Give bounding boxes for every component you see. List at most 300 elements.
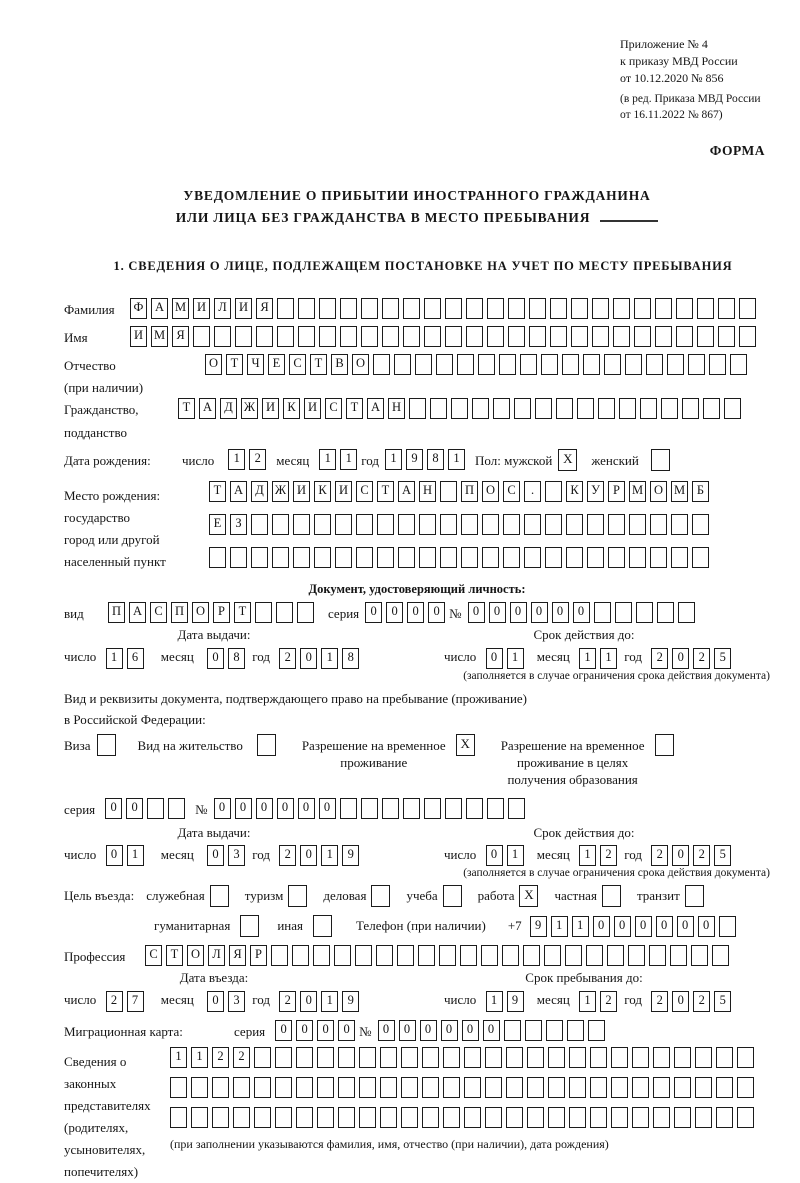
form-cell[interactable] <box>608 547 625 568</box>
form-cell[interactable] <box>649 945 666 966</box>
form-cell[interactable]: 5 <box>714 648 731 669</box>
form-cell[interactable]: 0 <box>214 798 231 819</box>
form-cell[interactable]: 0 <box>365 602 382 623</box>
form-cell[interactable]: 0 <box>207 845 224 866</box>
temp-permit-edu-checkbox[interactable] <box>655 734 674 756</box>
form-cell[interactable] <box>650 514 667 535</box>
form-cell[interactable] <box>464 1077 481 1098</box>
form-cell[interactable] <box>569 1047 586 1068</box>
form-cell[interactable]: 6 <box>127 648 144 669</box>
form-cell[interactable] <box>583 354 600 375</box>
form-cell[interactable]: Т <box>377 481 394 502</box>
form-cell[interactable] <box>466 326 483 347</box>
form-cell[interactable]: 0 <box>552 602 569 623</box>
form-cell[interactable]: 1 <box>385 449 402 470</box>
purpose-official-checkbox[interactable] <box>210 885 229 907</box>
form-cell[interactable] <box>422 1107 439 1128</box>
form-cell[interactable] <box>376 945 393 966</box>
form-cell[interactable] <box>422 1077 439 1098</box>
form-cell[interactable] <box>653 1047 670 1068</box>
form-cell[interactable] <box>548 1077 565 1098</box>
form-cell[interactable] <box>256 326 273 347</box>
form-cell[interactable] <box>440 481 457 502</box>
form-cell[interactable] <box>319 326 336 347</box>
form-cell[interactable] <box>739 298 756 319</box>
form-cell[interactable]: В <box>331 354 348 375</box>
form-cell[interactable]: 2 <box>279 991 296 1012</box>
form-cell[interactable] <box>556 398 573 419</box>
form-cell[interactable]: 0 <box>378 1020 395 1041</box>
form-cell[interactable] <box>529 298 546 319</box>
form-cell[interactable]: 0 <box>300 991 317 1012</box>
purpose-humanitarian-checkbox[interactable] <box>240 915 259 937</box>
form-cell[interactable] <box>676 298 693 319</box>
form-cell[interactable] <box>487 298 504 319</box>
form-cell[interactable]: 2 <box>693 991 710 1012</box>
form-cell[interactable] <box>571 326 588 347</box>
form-cell[interactable] <box>359 1047 376 1068</box>
form-cell[interactable] <box>613 298 630 319</box>
form-cell[interactable] <box>359 1077 376 1098</box>
form-cell[interactable]: 1 <box>321 845 338 866</box>
form-cell[interactable]: О <box>192 602 209 623</box>
form-cell[interactable] <box>737 1047 754 1068</box>
form-cell[interactable] <box>439 945 456 966</box>
form-cell[interactable] <box>487 326 504 347</box>
form-cell[interactable] <box>314 514 331 535</box>
form-cell[interactable] <box>380 1107 397 1128</box>
form-cell[interactable] <box>527 1077 544 1098</box>
form-cell[interactable]: К <box>566 481 583 502</box>
form-cell[interactable]: 1 <box>170 1047 187 1068</box>
form-cell[interactable] <box>440 514 457 535</box>
form-cell[interactable]: 7 <box>127 991 144 1012</box>
form-cell[interactable]: 1 <box>572 916 589 937</box>
form-cell[interactable] <box>233 1107 250 1128</box>
form-cell[interactable] <box>695 1107 712 1128</box>
form-cell[interactable]: Т <box>166 945 183 966</box>
form-cell[interactable]: О <box>352 354 369 375</box>
form-cell[interactable] <box>634 298 651 319</box>
form-cell[interactable]: 2 <box>693 845 710 866</box>
form-cell[interactable]: 0 <box>672 991 689 1012</box>
form-cell[interactable]: М <box>151 326 168 347</box>
form-cell[interactable] <box>535 398 552 419</box>
form-cell[interactable] <box>340 326 357 347</box>
form-cell[interactable] <box>293 547 310 568</box>
form-cell[interactable] <box>632 1047 649 1068</box>
form-cell[interactable]: Ж <box>272 481 289 502</box>
form-cell[interactable]: 3 <box>228 991 245 1012</box>
form-cell[interactable] <box>508 298 525 319</box>
form-cell[interactable] <box>424 298 441 319</box>
form-cell[interactable] <box>415 354 432 375</box>
form-cell[interactable]: 8 <box>342 648 359 669</box>
form-cell[interactable] <box>661 398 678 419</box>
form-cell[interactable] <box>319 298 336 319</box>
form-cell[interactable] <box>548 1047 565 1068</box>
form-cell[interactable] <box>634 326 651 347</box>
purpose-transit-checkbox[interactable] <box>685 885 704 907</box>
form-cell[interactable]: Л <box>214 298 231 319</box>
form-cell[interactable] <box>508 798 525 819</box>
form-cell[interactable] <box>275 1047 292 1068</box>
form-cell[interactable] <box>697 326 714 347</box>
form-cell[interactable] <box>550 326 567 347</box>
sex-male-checkbox[interactable]: X <box>558 449 577 471</box>
form-cell[interactable]: Я <box>172 326 189 347</box>
form-cell[interactable] <box>657 602 674 623</box>
form-cell[interactable] <box>251 514 268 535</box>
form-cell[interactable]: 1 <box>191 1047 208 1068</box>
form-cell[interactable]: Ч <box>247 354 264 375</box>
form-cell[interactable] <box>676 326 693 347</box>
form-cell[interactable] <box>460 945 477 966</box>
form-cell[interactable] <box>443 1077 460 1098</box>
form-cell[interactable] <box>403 798 420 819</box>
form-cell[interactable]: 2 <box>106 991 123 1012</box>
form-cell[interactable] <box>667 354 684 375</box>
form-cell[interactable] <box>297 602 314 623</box>
form-cell[interactable] <box>739 326 756 347</box>
form-cell[interactable] <box>461 547 478 568</box>
form-cell[interactable] <box>338 1077 355 1098</box>
form-cell[interactable] <box>296 1047 313 1068</box>
form-cell[interactable]: Р <box>213 602 230 623</box>
form-cell[interactable] <box>636 602 653 623</box>
form-cell[interactable]: 2 <box>233 1047 250 1068</box>
form-cell[interactable] <box>482 547 499 568</box>
form-cell[interactable] <box>485 1107 502 1128</box>
form-cell[interactable] <box>653 1077 670 1098</box>
form-cell[interactable] <box>296 1107 313 1128</box>
form-cell[interactable]: 0 <box>489 602 506 623</box>
form-cell[interactable]: Д <box>220 398 237 419</box>
form-cell[interactable] <box>170 1107 187 1128</box>
form-cell[interactable] <box>445 298 462 319</box>
form-cell[interactable] <box>619 398 636 419</box>
form-cell[interactable] <box>335 514 352 535</box>
form-cell[interactable] <box>254 1107 271 1128</box>
form-cell[interactable] <box>419 547 436 568</box>
form-cell[interactable]: 0 <box>277 798 294 819</box>
form-cell[interactable] <box>503 547 520 568</box>
form-cell[interactable]: 0 <box>614 916 631 937</box>
form-cell[interactable] <box>398 547 415 568</box>
form-cell[interactable]: 0 <box>317 1020 334 1041</box>
form-cell[interactable] <box>445 326 462 347</box>
form-cell[interactable] <box>565 945 582 966</box>
purpose-work-checkbox[interactable]: X <box>519 885 538 907</box>
form-cell[interactable] <box>653 1107 670 1128</box>
form-cell[interactable]: 1 <box>507 648 524 669</box>
form-cell[interactable] <box>541 354 558 375</box>
form-cell[interactable] <box>632 1107 649 1128</box>
form-cell[interactable]: 1 <box>579 845 596 866</box>
form-cell[interactable] <box>592 326 609 347</box>
form-cell[interactable] <box>478 354 495 375</box>
form-cell[interactable] <box>712 945 729 966</box>
form-cell[interactable] <box>275 1107 292 1128</box>
form-cell[interactable] <box>611 1107 628 1128</box>
form-cell[interactable] <box>670 945 687 966</box>
form-cell[interactable]: С <box>150 602 167 623</box>
form-cell[interactable]: 0 <box>510 602 527 623</box>
form-cell[interactable] <box>688 354 705 375</box>
form-cell[interactable] <box>397 945 414 966</box>
form-cell[interactable] <box>193 326 210 347</box>
form-cell[interactable] <box>493 398 510 419</box>
form-cell[interactable]: 0 <box>462 1020 479 1041</box>
form-cell[interactable]: 1 <box>600 648 617 669</box>
form-cell[interactable] <box>338 1107 355 1128</box>
form-cell[interactable] <box>671 514 688 535</box>
form-cell[interactable] <box>613 326 630 347</box>
form-cell[interactable]: 5 <box>714 845 731 866</box>
form-cell[interactable] <box>590 1077 607 1098</box>
form-cell[interactable]: 5 <box>714 991 731 1012</box>
form-cell[interactable] <box>514 398 531 419</box>
form-cell[interactable]: 0 <box>672 845 689 866</box>
form-cell[interactable] <box>503 514 520 535</box>
form-cell[interactable] <box>655 298 672 319</box>
form-cell[interactable] <box>562 354 579 375</box>
form-cell[interactable] <box>317 1047 334 1068</box>
form-cell[interactable]: 1 <box>448 449 465 470</box>
form-cell[interactable] <box>692 514 709 535</box>
form-cell[interactable] <box>674 1107 691 1128</box>
form-cell[interactable] <box>398 514 415 535</box>
form-cell[interactable]: Н <box>388 398 405 419</box>
form-cell[interactable] <box>674 1047 691 1068</box>
form-cell[interactable]: 0 <box>300 648 317 669</box>
form-cell[interactable]: 2 <box>600 991 617 1012</box>
form-cell[interactable] <box>361 298 378 319</box>
purpose-tourism-checkbox[interactable] <box>288 885 307 907</box>
form-cell[interactable]: 1 <box>579 648 596 669</box>
form-cell[interactable] <box>594 602 611 623</box>
form-cell[interactable] <box>472 398 489 419</box>
form-cell[interactable] <box>485 1047 502 1068</box>
form-cell[interactable] <box>632 1077 649 1098</box>
form-cell[interactable] <box>443 1107 460 1128</box>
form-cell[interactable] <box>695 1077 712 1098</box>
form-cell[interactable] <box>692 547 709 568</box>
form-cell[interactable] <box>403 298 420 319</box>
form-cell[interactable] <box>487 798 504 819</box>
form-cell[interactable] <box>569 1107 586 1128</box>
form-cell[interactable] <box>191 1077 208 1098</box>
form-cell[interactable] <box>655 326 672 347</box>
form-cell[interactable]: 0 <box>441 1020 458 1041</box>
form-cell[interactable]: 0 <box>531 602 548 623</box>
form-cell[interactable]: 2 <box>651 991 668 1012</box>
form-cell[interactable]: 0 <box>407 602 424 623</box>
form-cell[interactable] <box>403 326 420 347</box>
form-cell[interactable] <box>292 945 309 966</box>
form-cell[interactable]: 0 <box>672 648 689 669</box>
form-cell[interactable]: С <box>356 481 373 502</box>
form-cell[interactable]: 0 <box>677 916 694 937</box>
purpose-private-checkbox[interactable] <box>602 885 621 907</box>
form-cell[interactable]: О <box>482 481 499 502</box>
form-cell[interactable]: Т <box>209 481 226 502</box>
form-cell[interactable]: 1 <box>319 449 336 470</box>
form-cell[interactable] <box>356 547 373 568</box>
purpose-business-checkbox[interactable] <box>371 885 390 907</box>
form-cell[interactable] <box>296 1077 313 1098</box>
form-cell[interactable] <box>212 1107 229 1128</box>
form-cell[interactable] <box>168 798 185 819</box>
form-cell[interactable] <box>277 326 294 347</box>
form-cell[interactable] <box>418 945 435 966</box>
form-cell[interactable]: 9 <box>406 449 423 470</box>
form-cell[interactable] <box>577 398 594 419</box>
form-cell[interactable] <box>546 1020 563 1041</box>
sex-female-checkbox[interactable] <box>651 449 670 471</box>
form-cell[interactable] <box>590 1047 607 1068</box>
form-cell[interactable] <box>401 1047 418 1068</box>
form-cell[interactable] <box>293 514 310 535</box>
form-cell[interactable] <box>317 1107 334 1128</box>
form-cell[interactable] <box>377 547 394 568</box>
form-cell[interactable]: П <box>108 602 125 623</box>
form-cell[interactable]: А <box>199 398 216 419</box>
form-cell[interactable] <box>719 916 736 937</box>
form-cell[interactable] <box>382 326 399 347</box>
form-cell[interactable] <box>359 1107 376 1128</box>
form-cell[interactable]: 0 <box>275 1020 292 1041</box>
form-cell[interactable]: 1 <box>579 991 596 1012</box>
form-cell[interactable] <box>682 398 699 419</box>
form-cell[interactable]: 0 <box>256 798 273 819</box>
form-cell[interactable] <box>586 945 603 966</box>
form-cell[interactable] <box>545 547 562 568</box>
form-cell[interactable] <box>499 354 516 375</box>
form-cell[interactable]: А <box>151 298 168 319</box>
form-cell[interactable]: 0 <box>106 845 123 866</box>
form-cell[interactable] <box>214 326 231 347</box>
visa-checkbox[interactable] <box>97 734 116 756</box>
form-cell[interactable] <box>548 1107 565 1128</box>
form-cell[interactable] <box>628 945 645 966</box>
form-cell[interactable] <box>545 514 562 535</box>
form-cell[interactable]: 0 <box>486 845 503 866</box>
form-cell[interactable]: С <box>289 354 306 375</box>
form-cell[interactable]: 1 <box>127 845 144 866</box>
form-cell[interactable] <box>646 354 663 375</box>
form-cell[interactable] <box>440 547 457 568</box>
form-cell[interactable] <box>382 798 399 819</box>
form-cell[interactable] <box>314 547 331 568</box>
form-cell[interactable]: 2 <box>212 1047 229 1068</box>
form-cell[interactable] <box>650 547 667 568</box>
form-cell[interactable] <box>598 398 615 419</box>
form-cell[interactable] <box>212 1077 229 1098</box>
form-cell[interactable]: О <box>205 354 222 375</box>
form-cell[interactable]: 0 <box>207 991 224 1012</box>
form-cell[interactable] <box>443 1047 460 1068</box>
form-cell[interactable] <box>629 547 646 568</box>
form-cell[interactable] <box>361 326 378 347</box>
form-cell[interactable] <box>520 354 537 375</box>
form-cell[interactable] <box>611 1077 628 1098</box>
form-cell[interactable] <box>191 1107 208 1128</box>
form-cell[interactable] <box>508 326 525 347</box>
form-cell[interactable]: 0 <box>698 916 715 937</box>
form-cell[interactable] <box>608 514 625 535</box>
form-cell[interactable] <box>481 945 498 966</box>
form-cell[interactable]: 1 <box>340 449 357 470</box>
form-cell[interactable] <box>566 514 583 535</box>
form-cell[interactable] <box>485 1077 502 1098</box>
form-cell[interactable]: . <box>524 481 541 502</box>
form-cell[interactable]: 1 <box>228 449 245 470</box>
form-cell[interactable] <box>718 298 735 319</box>
form-cell[interactable]: С <box>325 398 342 419</box>
purpose-other-checkbox[interactable] <box>313 915 332 937</box>
form-cell[interactable] <box>235 326 252 347</box>
form-cell[interactable]: 1 <box>321 648 338 669</box>
form-cell[interactable]: Ж <box>241 398 258 419</box>
form-cell[interactable] <box>709 354 726 375</box>
form-cell[interactable]: 8 <box>427 449 444 470</box>
form-cell[interactable] <box>272 514 289 535</box>
form-cell[interactable]: 9 <box>342 991 359 1012</box>
form-cell[interactable]: 0 <box>468 602 485 623</box>
form-cell[interactable]: 0 <box>126 798 143 819</box>
form-cell[interactable]: 0 <box>573 602 590 623</box>
form-cell[interactable] <box>451 398 468 419</box>
form-cell[interactable] <box>544 945 561 966</box>
form-cell[interactable] <box>587 514 604 535</box>
form-cell[interactable]: 2 <box>279 648 296 669</box>
form-cell[interactable] <box>377 514 394 535</box>
form-cell[interactable] <box>737 1107 754 1128</box>
form-cell[interactable]: Л <box>208 945 225 966</box>
form-cell[interactable] <box>527 1047 544 1068</box>
form-cell[interactable]: И <box>262 398 279 419</box>
form-cell[interactable] <box>340 798 357 819</box>
form-cell[interactable] <box>703 398 720 419</box>
form-cell[interactable] <box>482 514 499 535</box>
form-cell[interactable]: И <box>335 481 352 502</box>
form-cell[interactable] <box>569 1077 586 1098</box>
form-cell[interactable]: 0 <box>386 602 403 623</box>
form-cell[interactable] <box>611 1047 628 1068</box>
form-cell[interactable] <box>524 547 541 568</box>
form-cell[interactable]: Ф <box>130 298 147 319</box>
form-cell[interactable] <box>464 1107 481 1128</box>
form-cell[interactable] <box>545 481 562 502</box>
form-cell[interactable]: Р <box>608 481 625 502</box>
form-cell[interactable]: Т <box>226 354 243 375</box>
form-cell[interactable] <box>356 514 373 535</box>
form-cell[interactable] <box>691 945 708 966</box>
form-cell[interactable] <box>380 1077 397 1098</box>
form-cell[interactable] <box>590 1107 607 1128</box>
form-cell[interactable] <box>361 798 378 819</box>
form-cell[interactable] <box>255 602 272 623</box>
form-cell[interactable] <box>382 298 399 319</box>
form-cell[interactable] <box>695 1047 712 1068</box>
form-cell[interactable]: 0 <box>486 648 503 669</box>
form-cell[interactable] <box>271 945 288 966</box>
form-cell[interactable] <box>409 398 426 419</box>
form-cell[interactable]: П <box>461 481 478 502</box>
form-cell[interactable]: 0 <box>235 798 252 819</box>
form-cell[interactable] <box>338 1047 355 1068</box>
